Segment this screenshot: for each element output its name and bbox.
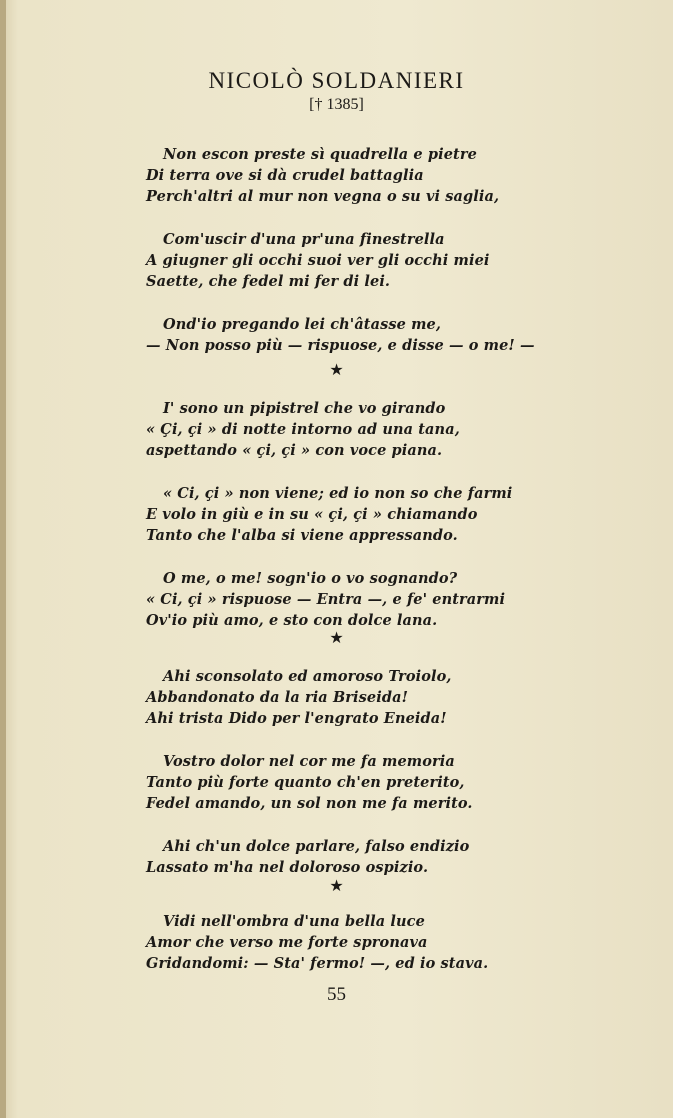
verse-line: « Ci, çi » non viene; ed io non so che farmi [163, 485, 513, 502]
stanza [146, 144, 499, 207]
page-binding-edge [0, 0, 6, 1118]
stanza [146, 666, 452, 729]
verse-line: I' sono un pipistrel che vo girando [163, 400, 446, 417]
verse-line: — Non posso più — rispuose, e disse — o me! — [146, 337, 535, 354]
verse-line: Ov'io più amo, e sto con dolce lana. [146, 612, 438, 629]
verse-line: Abbandonato da la ria Briseida! [146, 689, 409, 706]
verse-line: aspettando « çi, çi » con voce piana. [146, 442, 443, 459]
page-number: 55 [327, 984, 346, 1005]
verse-line: Com'uscir d'una pr'una finestrella [163, 231, 445, 248]
verse-line: O me, o me! sogn'io o vo sognando? [163, 570, 458, 587]
verse-line: Lassato m'ha nel doloroso ospizio. [146, 859, 429, 876]
page-title: NICOLÒ SOLDANIERI [208, 68, 465, 93]
verse-line: Di terra ove si dà crudel battaglia [146, 167, 424, 184]
verse-line: Ond'io pregando lei ch'âtasse me, [163, 316, 442, 333]
stanza [146, 751, 473, 814]
verse-line: Ahi ch'un dolce parlare, falso endizio [163, 838, 470, 855]
verse-line: Amor che verso me forte spronava [146, 934, 428, 951]
verse-line: Tanto più forte quanto ch'en preterito, [146, 774, 465, 791]
stanza [146, 483, 512, 546]
verse-line: Ahi sconsolato ed amoroso Troiolo, [163, 668, 452, 685]
separator-star: ★ [329, 628, 344, 647]
verse-line: A giugner gli occhi suoi ver gli occhi miei [146, 252, 490, 269]
verse-line: Perch'altri al mur non vegna o su vi saglia, [146, 188, 500, 205]
verse-line: Vostro dolor nel cor me fa memoria [163, 753, 455, 770]
verse-line: E volo in giù e in su « çi, çi » chiamando [146, 506, 478, 523]
separator-star: ★ [329, 876, 344, 895]
verse-line: « Çi, çi » di notte intorno ad una tana, [146, 421, 460, 438]
verse-line: Gridandomi: — Sta' fermo! —, ed io stava. [146, 955, 489, 972]
stanza [146, 398, 460, 461]
stanza [146, 314, 535, 356]
author-dates: [† 1385] [309, 96, 364, 113]
stanza [146, 911, 488, 974]
separator-star: ★ [329, 360, 344, 379]
verse-line: Ahi trista Dido per l'engrato Eneida! [146, 710, 447, 727]
stanza [146, 229, 490, 292]
verse-line: Vidi nell'ombra d'una bella luce [163, 913, 425, 930]
verse-line: Tanto che l'alba si viene appressando. [146, 527, 458, 544]
verse-line: Saette, che fedel mi fer di lei. [146, 273, 391, 290]
stanza [146, 836, 469, 878]
verse-line: Fedel amando, un sol non me fa merito. [146, 795, 473, 812]
verse-line: Non escon preste sì quadrella e pietre [163, 146, 477, 163]
verse-line: « Ci, çi » rispuose — Entra —, e fe' entrarmi [146, 591, 506, 608]
stanza [146, 568, 505, 631]
